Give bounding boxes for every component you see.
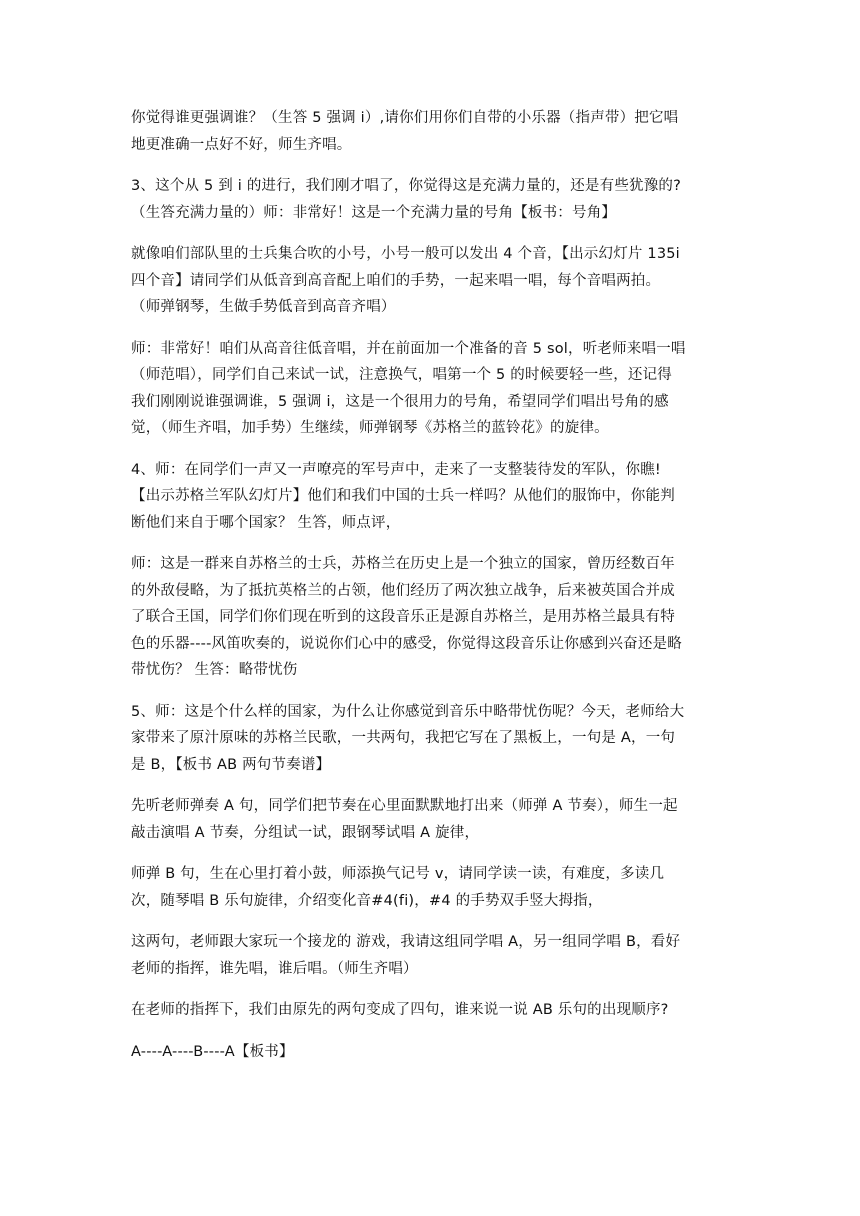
text-line: 的外敌侵略，为了抵抗英格兰的占领，他们经历了两次独立战争，后来被英国合并成 — [131, 582, 675, 599]
text-line: 敲击演唱 A 节奏，分组试一试，跟钢琴试唱 A 旋律， — [131, 824, 480, 841]
text-line: 就像咱们部队里的士兵集合吹的小号，小号一般可以发出 4 个音，【出示幻灯片 135i — [131, 246, 680, 262]
paragraph — [131, 551, 731, 684]
text-line: 地更准确一点好不好，师生齐唱。 — [131, 136, 352, 153]
text-line: 3、这个从 5 到 i 的进行，我们刚才唱了，你觉得这是充满力量的，还是有些犹豫的? — [131, 178, 682, 194]
text-line: 师弹 B 句，生在心里打着小鼓，师添换气记号 v，请同学读一读，有难度，多读几 — [131, 866, 665, 882]
text-line: 断他们来自于哪个国家？ 生答，师点评， — [131, 514, 401, 531]
text-line: 次，随琴唱 B 乐句旋律，介绍变化音#4(fi)，#4 的手势双手竖大拇指， — [131, 892, 603, 909]
paragraph — [131, 793, 731, 846]
text-line: 师：非常好！咱们从高音往低音唱，并在前面加一个准备的音 5 sol，听老师来唱一唱 — [131, 340, 686, 357]
text-line: 四个音】请同学们从低音到高音配上咱们的手势，一起来唱一唱，每个音唱两拍。 — [131, 272, 661, 289]
document-body — [131, 105, 731, 1080]
paragraph — [131, 336, 731, 442]
text-line: 是 B，【板书 AB 两句节奏谱】 — [131, 756, 331, 773]
text-line: 带忧伤？ 生答：略带忧伤 — [131, 662, 298, 678]
text-line: （师范唱），同学们自己来试一试，注意换气，唱第一个 5 的时候要轻一些，还记得 — [131, 367, 672, 383]
text-line: 在老师的指挥下，我们由原先的两句变成了四句，谁来说一说 AB 乐句的出现顺序? — [131, 1002, 669, 1018]
text-line: 【出示苏格兰军队幻灯片】他们和我们中国的士兵一样吗？从他们的服饰中，你能判 — [131, 488, 675, 504]
paragraph — [131, 457, 731, 537]
paragraph — [131, 105, 731, 158]
paragraph — [131, 1039, 731, 1066]
text-line: 你觉得谁更强调谁？（生答 5 强调 i̇）,请你们用你们自带的小乐器（指声带）把它唱 — [131, 110, 679, 126]
paragraph — [131, 929, 731, 982]
text-line: 4、师：在同学们一声又一声嘹亮的军号声中，走来了一支整装待发的军队，你瞧! — [131, 461, 661, 478]
paragraph — [131, 241, 731, 321]
text-line: 这两句，老师跟大家玩一个接龙的 游戏，我请这组同学唱 A，另一组同学唱 B，看好 — [131, 934, 681, 950]
text-line: 老师的指挥，谁先唱，谁后唱。（师生齐唱） — [131, 960, 418, 977]
text-line: 先听老师弹奏 A 句，同学们把节奏在心里面默默地打出来（师弹 A 节奏），师生一起 — [131, 798, 678, 814]
paragraph — [131, 997, 731, 1024]
text-line: 了联合王国，同学们你们现在听到的这段音乐正是源自苏格兰，是用苏格兰最具有特 — [131, 609, 675, 625]
text-line: 5、师：这是个什么样的国家，为什么让你感觉到音乐中略带忧伤呢？今天，老师给大 — [131, 703, 685, 720]
text-line: （生答充满力量的）师：非常好！这是一个充满力量的号角【板书：号角】 — [131, 204, 617, 221]
paragraph — [131, 173, 731, 226]
text-line: （师弹钢琴，生做手势低音到高音齐唱） — [131, 299, 396, 315]
text-line: 师：这是一群来自苏格兰的士兵，苏格兰在历史上是一个独立的国家，曾历经数百年 — [131, 556, 675, 572]
text-line: 家带来了原汁原味的苏格兰民歌，一共两句，我把它写在了黑板上，一句是 A，一句 — [131, 730, 676, 746]
text-line: 觉，（师生齐唱，加手势）生继续，师弹钢琴《苏格兰的蓝铃花》的旋律。 — [131, 420, 609, 436]
paragraph — [131, 699, 731, 779]
text-line: A----A----B----A【板书】 — [131, 1043, 294, 1060]
text-line: 色的乐器----风笛吹奏的，说说你们心中的感受，你觉得这段音乐让你感到兴奋还是略 — [131, 635, 682, 652]
paragraph — [131, 861, 731, 914]
text-line: 我们刚刚说谁强调谁，5 强调 i，这是一个很用力的号角，希望同学们唱出号角的感 — [131, 393, 669, 410]
